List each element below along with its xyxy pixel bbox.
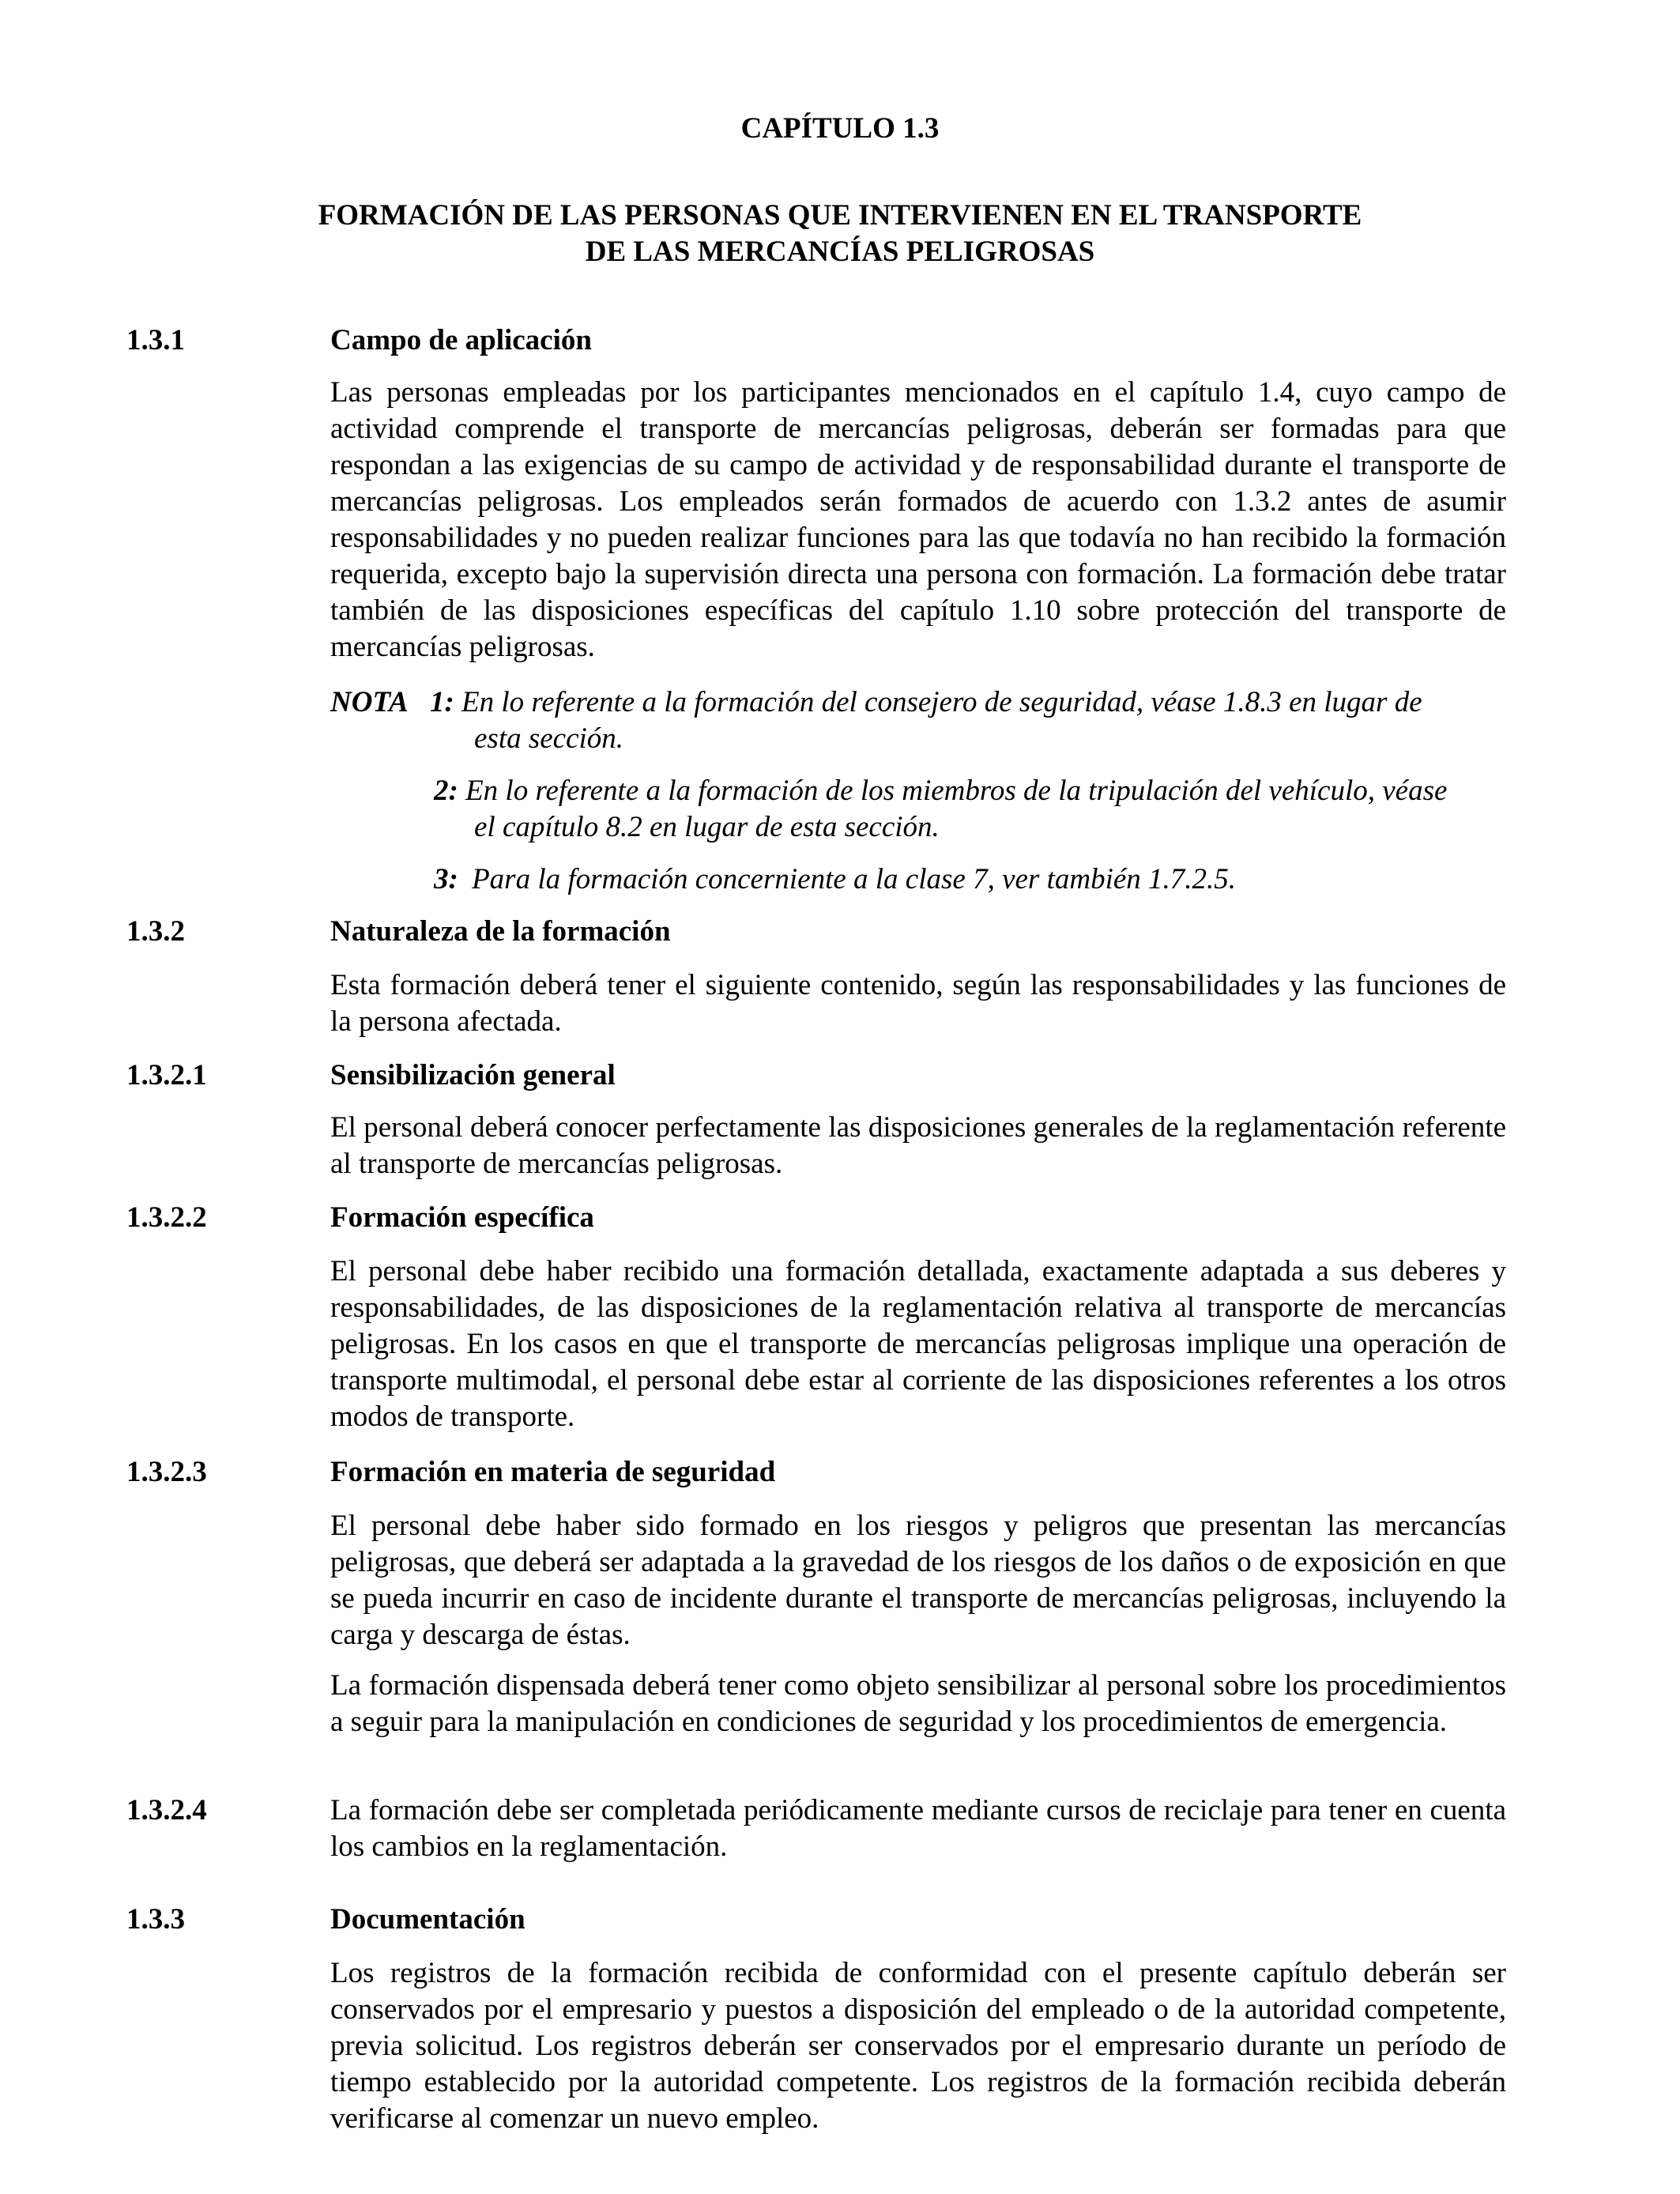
- chapter-subtitle-line2: DE LAS MERCANCÍAS PELIGROSAS: [585, 236, 1095, 268]
- note-1: [330, 684, 1422, 721]
- note-2: [434, 773, 1447, 809]
- section-body-1-3-2-4: La formación debe ser completada periódicamente mediante cursos de reciclaje para tener en cuenta los cambios en la reglamentación.: [330, 1794, 1506, 1863]
- section-number-1-3-3: 1.3.3: [126, 1903, 185, 1936]
- section-body-1-3-2-1: El personal deberá conocer perfectamente las disposiciones generales de la reglamentación referente al transporte de mercancías peligrosas.: [330, 1111, 1506, 1180]
- section-number-1-3-1: 1.3.1: [126, 324, 185, 356]
- section-number-1-3-2-1: 1.3.2.1: [126, 1059, 207, 1091]
- note-2-text-line2: el capítulo 8.2 en lugar de esta sección.: [474, 811, 940, 843]
- chapter-subtitle: [0, 198, 1680, 270]
- section-number-1-3-2: 1.3.2: [126, 915, 185, 948]
- section-number-1-3-2-2: 1.3.2.2: [126, 1201, 207, 1234]
- section-number-1-3-2-4: 1.3.2.4: [126, 1794, 207, 1826]
- section-heading-1-3-2-3: Formación en materia de seguridad: [330, 1456, 776, 1488]
- note-2-number: 2:: [434, 775, 458, 807]
- section-heading-1-3-2: Naturaleza de la formación: [330, 915, 671, 948]
- note-label: NOTA: [330, 686, 409, 718]
- note-3: [434, 861, 1236, 898]
- note-1-text-line1: En lo referente a la formación del consejero de seguridad, véase 1.8.3 en lugar de: [461, 686, 1422, 718]
- section-heading-1-3-3: Documentación: [330, 1903, 525, 1936]
- note-3-number: 3:: [434, 863, 458, 895]
- section-heading-1-3-1: Campo de aplicación: [330, 324, 592, 356]
- section-body-1-3-2: Esta formación deberá tener el siguiente contenido, según las responsabilidades y las funciones de la persona afectada.: [330, 969, 1506, 1038]
- note-1-text-line2: esta sección.: [474, 722, 624, 755]
- section-number-1-3-2-3: 1.3.2.3: [126, 1456, 207, 1488]
- section-body-1-3-2-3-p2: La formación dispensada deberá tener como objeto sensibilizar al personal sobre los procedimientos a seguir para la manipulación en condiciones de seguridad y los procedimientos de emergencia.: [330, 1669, 1506, 1738]
- section-body-1-3-3: Los registros de la formación recibida de conformidad con el presente capítulo deberán ser conservados por el empresario y puestos a disposición del empleado o de la autoridad competente, previa solicitud. Los registros deberán ser conservados por el empresario durante un período de tiempo establecido por la autoridad competente. Los registros de la formación recibida deberán verificarse al comenzar un nuevo empleo.: [330, 1957, 1506, 2135]
- note-1-number: 1:: [429, 686, 454, 718]
- note-2-text-line1: En lo referente a la formación de los miembros de la tripulación del vehículo, véase: [465, 775, 1448, 807]
- chapter-title: CAPÍTULO 1.3: [740, 112, 940, 145]
- section-body-1-3-2-3-p1: El personal debe haber sido formado en los riesgos y peligros que presentan las mercancías peligrosas, que deberá ser adaptada a la gravedad de los riesgos de los daños o de exposición en que se pueda incurrir en caso de incidente durante el transporte de mercancías peligrosas, incluyendo la carga y descarga de éstas.: [330, 1510, 1506, 1651]
- note-3-text-line1: Para la formación concerniente a la clase 7, ver también 1.7.2.5.: [472, 863, 1237, 895]
- chapter-subtitle-line1: FORMACIÓN DE LAS PERSONAS QUE INTERVIENEN EN EL TRANSPORTE: [318, 199, 1362, 232]
- section-body-1-3-1: Las personas empleadas por los participantes mencionados en el capítulo 1.4, cuyo campo de actividad comprende el transporte de mercancías peligrosas, deberán ser formadas para que respondan a las exigencias de su campo de actividad y de responsabilidad durante el transporte de mercancías peligrosas. Los empleados serán formados de acuerdo con 1.3.2 antes de asumir responsabilidades y no pueden realizar funciones para las que todavía no han recibido la formación requerida, excepto bajo la supervisión directa una persona con formación. La formación debe tratar también de las disposiciones específicas del capítulo 1.10 sobre protección del transporte de mercancías peligrosas.: [330, 376, 1506, 663]
- section-heading-1-3-2-1: Sensibilización general: [330, 1059, 616, 1091]
- section-body-1-3-2-2: El personal debe haber recibido una formación detallada, exactamente adaptada a sus deberes y responsabilidades, de las disposiciones de la reglamentación relativa al transporte de mercancías peligrosas. En los casos en que el transporte de mercancías peligrosas implique una operación de transporte multimodal, el personal debe estar al corriente de las disposiciones referentes a los otros modos de transporte.: [330, 1255, 1506, 1433]
- section-heading-1-3-2-2: Formación específica: [330, 1201, 594, 1234]
